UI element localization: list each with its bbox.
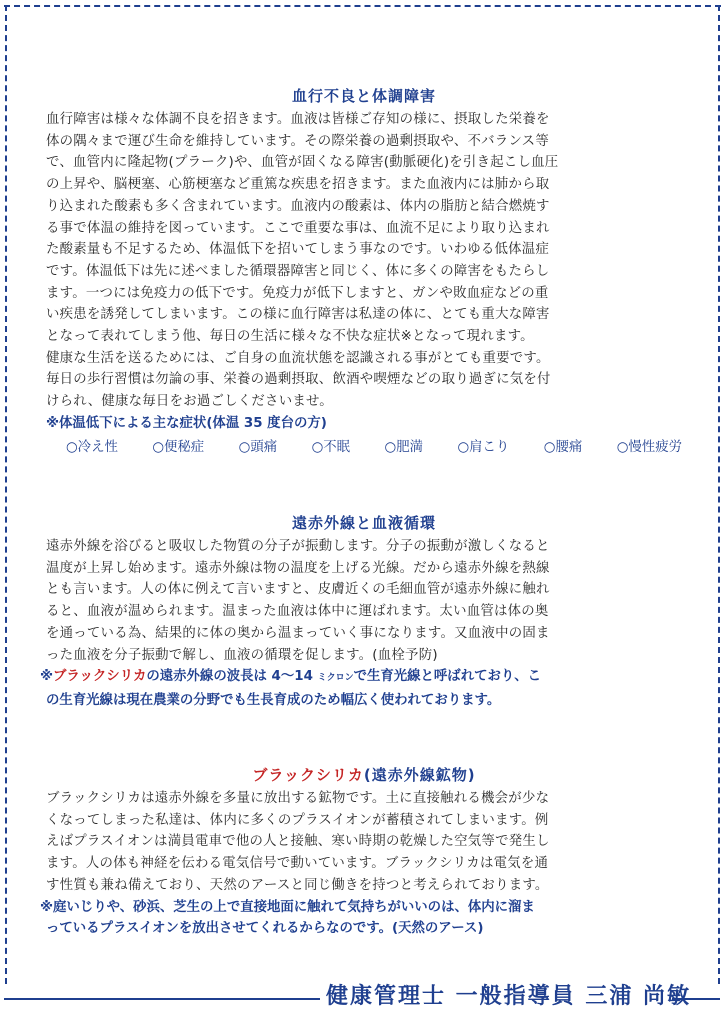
- symptoms-list: [46, 437, 682, 459]
- section1-body: [46, 109, 682, 413]
- paragraph-line: 血行障害は様々な体調不良を招きます。血液は皆様ご存知の様に、摂取した栄養を: [46, 112, 550, 127]
- symptom-item: ○慢性疲労: [616, 439, 682, 455]
- symptom-item: ○冷え性: [66, 439, 118, 455]
- signature-bar: [0, 982, 725, 1012]
- paragraph-line: ブラックシリカは遠赤外線を多量に放出する鉱物です。土に直接触れる機会が少な: [46, 791, 550, 806]
- earth-note: ※庭いじりや、砂浜、芝生の上で直接地面に触れて気持ちがいいのは、体内に溜ま: [40, 899, 535, 915]
- wavelength-note-line2: の生育光線は現在農業の分野でも生長育成のため幅広く使われております。: [46, 692, 501, 708]
- section-far-infrared: [40, 512, 682, 712]
- symptom-item: ○肩こり: [457, 439, 510, 455]
- symptom-item: ○肥満: [384, 439, 423, 455]
- paragraph-line: 体の隅々まで運び生命を維持しています。その際栄養の過剰摂取や、不バランス等: [46, 133, 549, 149]
- top-dashed-border: [4, 5, 721, 7]
- left-dashed-border: [5, 5, 7, 984]
- paragraph-line: た酸素量も不足するため、体温低下を招いてしまう事なのです。いわゆる低体温症: [46, 242, 550, 258]
- paragraph-line: えばプラスイオンは満員電車で他の人と接触、寒い時期の乾燥した空気等で発生し: [46, 834, 550, 850]
- earth-note-line2: っているプラスイオンを放出させてくれるからなのです。(天然のアース): [46, 921, 484, 937]
- section2-title: 遠赤外線と血液循環: [291, 514, 436, 532]
- note-text: で生育光線と呼ばれており、こ: [353, 669, 542, 685]
- paragraph-line: けられ、健康な毎日をお過ごしくださいませ。: [46, 394, 333, 410]
- note-text: の遠赤外線の波長は 4～14: [146, 669, 318, 685]
- paragraph-line: 温度が上昇し始めます。遠赤外線は物の温度を上げる光線。だから遠赤外線を熱線: [46, 560, 550, 576]
- paragraph-line: 健康な生活を送るためには、ご自身の血流状態を認識される事がとても重要です。: [46, 350, 550, 366]
- symptom-item: ○頭痛: [238, 439, 278, 455]
- paragraph-line: を通っている為、結果的に体の奥から温まっていく事になります。又血液中の固ま: [46, 625, 550, 641]
- paragraph-line: の上昇や、脳梗塞、心筋梗塞など重篤な疾患を招きます。また血液内には肺から取: [46, 177, 550, 193]
- signature-line-left: [4, 998, 320, 1000]
- author-signature: 健康管理士 一般指導員 三浦 尚敏: [326, 984, 691, 1009]
- paragraph-line: 毎日の歩行習慣は勿論の事、栄養の過剰摂取、飲酒や喫煙などの取り過ぎに気を付: [46, 372, 551, 388]
- section3-title-rest: (遠赤外線鉱物): [363, 766, 476, 784]
- paragraph-line: で、血管内に隆起物(プラーク)や、血管が固くなる障害(動脈硬化)を引き起こし血圧: [46, 155, 559, 171]
- paragraph-line: ると、血液が温められます。温まった血液は体中に運ばれます。太い血管は体の奥: [46, 604, 549, 620]
- paragraph-line: 遠赤外線を浴びると吸収した物質の分子が振動します。分子の振動が激しくなると: [46, 539, 550, 554]
- section3-title-brand: ブラックシリカ: [252, 766, 364, 784]
- right-dashed-border: [718, 5, 720, 984]
- paragraph-line: くなってしまった私達は、体内に多くのプラスイオンが蓄積されてしまいます。例: [46, 812, 549, 828]
- paragraph-line: い疾患を誘発してしまいます。この様に血行障害は私達の体に、とても重大な障害: [46, 307, 550, 323]
- unit-text: ミクロン: [317, 673, 354, 684]
- section3-title: [46, 764, 682, 786]
- paragraph-line: とも言います。人の体に例えて言いますと、皮膚近くの毛細血管が遠赤外線に触れ: [46, 582, 550, 598]
- section-black-silica: [40, 764, 682, 940]
- symptom-item: ○不眠: [311, 439, 351, 455]
- paragraph-line: です。体温低下は先に述べました循環器障害と同じく、体に多くの障害をもたらし: [46, 263, 550, 279]
- paragraph-line: った血液を分子振動で解し、血液の循環を促します。(血栓予防): [46, 647, 438, 663]
- symptom-item: ○腰痛: [543, 439, 583, 455]
- wavelength-note: [40, 666, 682, 690]
- section3-body: [46, 788, 682, 897]
- paragraph-line: となって表れてしまう他、毎日の生活に様々な不快な症状※となって現れます。: [46, 329, 534, 345]
- section2-body: [46, 536, 682, 666]
- paragraph-line: り込まれた酸素も多く含まれています。血液内の酸素は、体内の脂肪と結合燃焼す: [46, 198, 550, 214]
- paragraph-line: る事で体温の維持を図っています。ここで重要な事は、血流不足により取り込まれ: [46, 220, 550, 236]
- section1-title: 血行不良と体調障害: [291, 87, 436, 105]
- paragraph-line: ます。人の体も神経を伝わる電気信号で動いています。ブラックシリカは電気を通: [46, 856, 549, 872]
- signature-line-right: [672, 998, 720, 1000]
- paragraph-line: す性質も兼ね備えており、天然のアースと同じ働きを持つと考えられております。: [46, 877, 549, 893]
- section-blood-circulation: [46, 85, 682, 459]
- symptoms-note: ※体温低下による主な症状(体温 35 度台の方): [46, 415, 327, 431]
- note-mark: ※: [40, 669, 54, 685]
- brand-name: ブラックシリカ: [53, 669, 147, 685]
- paragraph-line: ます。一つには免疫力の低下です。免疫力が低下しますと、ガンや敗血症などの重: [46, 285, 549, 301]
- symptom-item: ○便秘症: [152, 439, 205, 455]
